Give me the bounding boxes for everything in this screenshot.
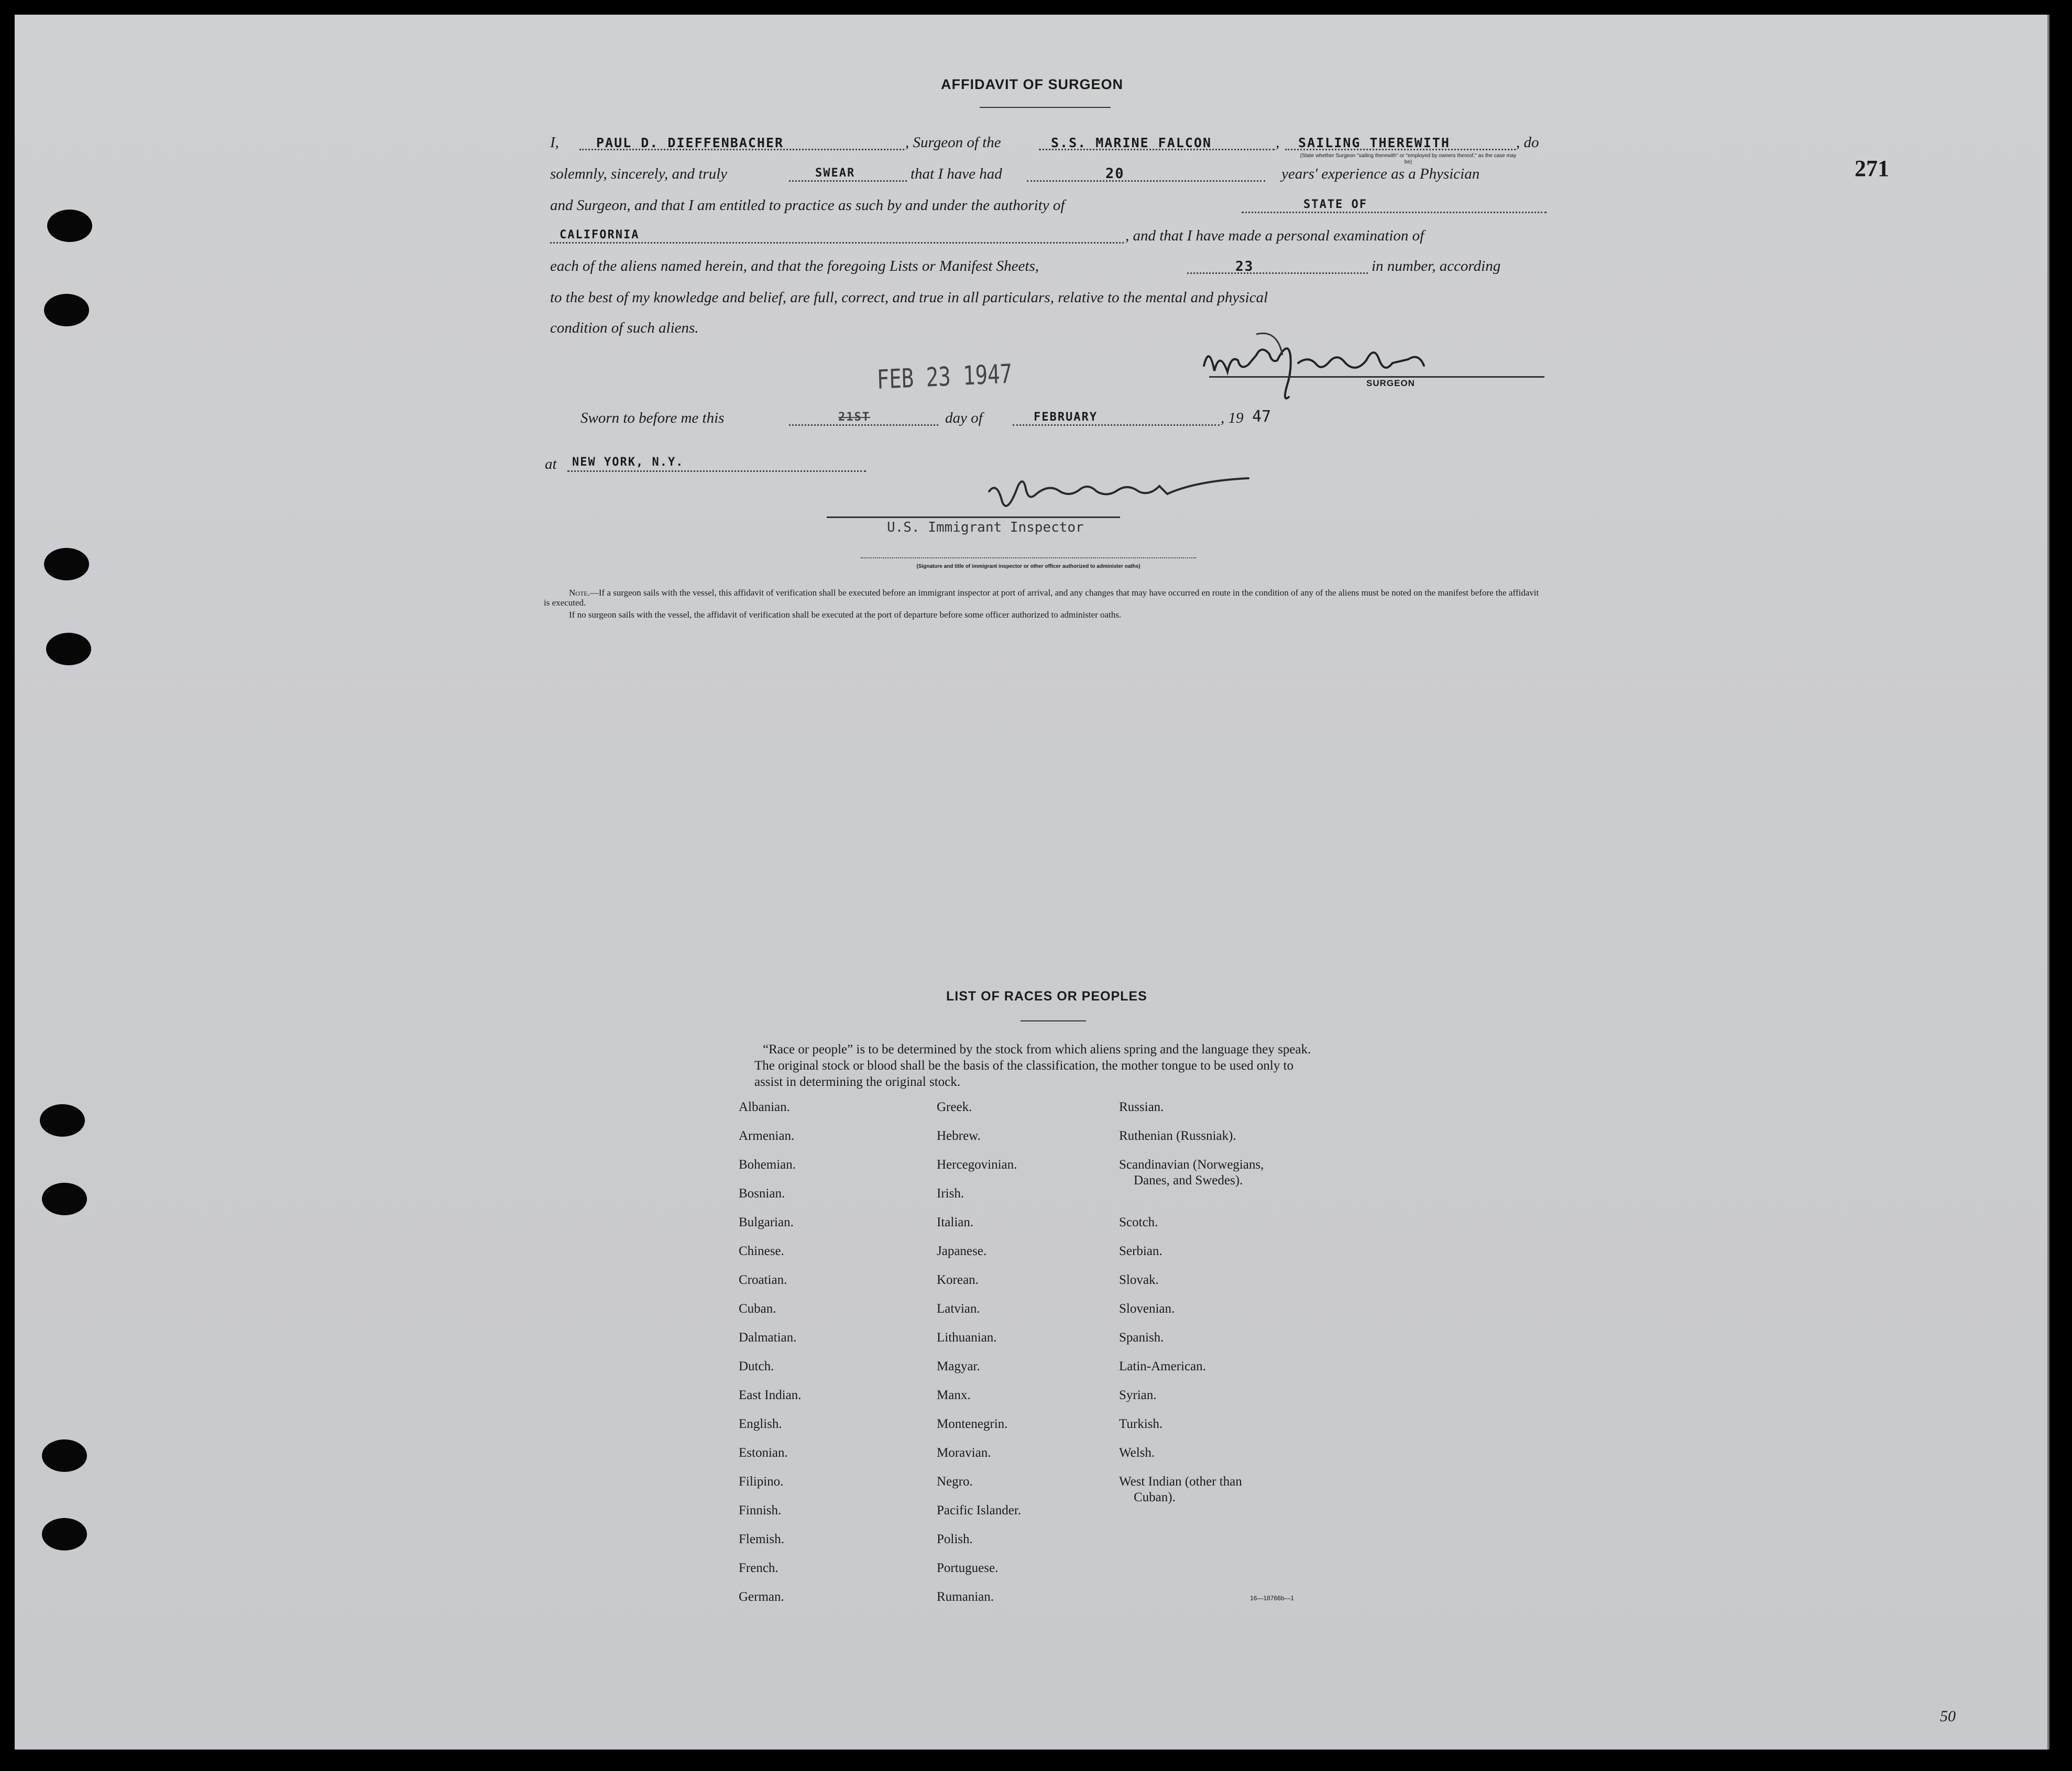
- race-item: Moravian.: [937, 1446, 991, 1460]
- form-code: 16—18766b—1: [1250, 1594, 1295, 1602]
- race-item: West Indian (other than: [1119, 1475, 1242, 1489]
- race-item: Armenian.: [739, 1129, 795, 1143]
- binder-hole: [42, 1518, 87, 1550]
- sheets-line: [1187, 272, 1368, 274]
- page-number: 271: [1855, 156, 1889, 181]
- race-item: Greek.: [937, 1100, 972, 1114]
- authority-value-2: CALIFORNIA: [560, 228, 640, 241]
- race-item: Estonian.: [739, 1446, 788, 1460]
- race-item: Bohemian.: [739, 1158, 796, 1172]
- binder-hole: [47, 210, 92, 242]
- race-item: Irish.: [937, 1186, 964, 1201]
- examination-text: , and that I have made a personal examination of: [1125, 227, 1424, 244]
- binder-hole: [42, 1183, 87, 1215]
- surgeon-label: SURGEON: [1366, 378, 1415, 388]
- status-note: (State whether Surgeon "sailing therewith" or "employed by owners thereof," as the case may be): [1300, 153, 1517, 165]
- signature-caption: (Signature and title of immigrant inspector or other officer authorized to administer oaths): [916, 564, 1141, 569]
- race-item: Serbian.: [1119, 1244, 1163, 1258]
- race-item: Syrian.: [1119, 1388, 1157, 1402]
- day-line: [789, 424, 938, 426]
- binder-hole: [44, 548, 89, 580]
- race-item: English.: [739, 1417, 782, 1431]
- affidavit-title: AFFIDAVIT OF SURGEON: [941, 76, 1123, 92]
- affidavit-line-6: to the best of my knowledge and belief, are full, correct, and true in all particulars, relative to the mental and physical: [550, 289, 1268, 306]
- race-item: Spanish.: [1119, 1330, 1164, 1345]
- corner-mark: 50: [1940, 1708, 1956, 1725]
- that-had-text: that I have had: [911, 166, 1002, 182]
- races-title-underline: [1021, 1020, 1086, 1021]
- place-value: NEW YORK, N.Y.: [572, 456, 684, 469]
- at-text: at: [545, 456, 557, 472]
- binder-hole: [46, 633, 91, 665]
- race-item: Cuban.: [739, 1302, 776, 1316]
- race-item: East Indian.: [739, 1388, 802, 1402]
- race-item: Danes, and Swedes).: [1134, 1173, 1243, 1187]
- authority-text: and Surgeon, and that I am entitled to practice as such by and under the authority of: [550, 197, 1065, 214]
- note-2: If no surgeon sails with the vessel, the affidavit of verification shall be executed at the port of departure before some officer authorized to administer oaths.: [569, 610, 1122, 620]
- races-intro: “Race or people” is to be determined by the stock from which aliens spring and the language they speak. The original stock or blood shall be the basis of the classification, the mother tongue to be used only to assist in determining the original stock.: [754, 1042, 1311, 1089]
- race-item: Korean.: [937, 1273, 979, 1287]
- authority-value-1: STATE OF: [1303, 198, 1367, 211]
- oath-line: [789, 180, 907, 182]
- day-of-text: day of: [945, 410, 983, 426]
- vessel-value: S.S. MARINE FALCON: [1051, 135, 1212, 150]
- race-item: Scandinavian (Norwegians,: [1119, 1158, 1264, 1172]
- race-item: Portuguese.: [937, 1561, 999, 1575]
- race-item: Dalmatian.: [739, 1330, 797, 1345]
- surgeon-signature-line: [1209, 376, 1544, 378]
- date-stamp: FEB 23 1947: [876, 358, 1013, 395]
- binder-hole: [40, 1104, 85, 1137]
- race-item: Montenegrin.: [937, 1417, 1008, 1431]
- race-item: Hebrew.: [937, 1129, 981, 1143]
- month-value: FEBRUARY: [1034, 411, 1098, 424]
- race-item: Ruthenian (Russniak).: [1119, 1129, 1236, 1143]
- oath-value: SWEAR: [815, 167, 856, 180]
- year-suffix-value: 47: [1252, 408, 1271, 426]
- month-line: [1013, 424, 1220, 426]
- race-item: Hercegovinian.: [937, 1158, 1017, 1172]
- manifest-text: each of the aliens named herein, and that the foregoing Lists or Manifest Sheets,: [550, 258, 1039, 274]
- race-item: Croatian.: [739, 1273, 787, 1287]
- surgeon-name-value: PAUL D. DIEFFENBACHER: [596, 135, 784, 150]
- surgeon-signature: [1199, 324, 1461, 413]
- i-text: I,: [550, 134, 559, 151]
- race-item: Scotch.: [1119, 1215, 1158, 1229]
- race-item: Flemish.: [739, 1532, 784, 1546]
- race-item: Cuban).: [1134, 1490, 1176, 1504]
- affidavit-line-1: [550, 134, 559, 151]
- race-item: Pacific Islander.: [937, 1503, 1022, 1517]
- years-line: [1027, 180, 1265, 182]
- race-item: Japanese.: [937, 1244, 987, 1258]
- day-value: 21ST: [838, 411, 870, 424]
- race-item: Manx.: [937, 1388, 971, 1402]
- place-line: [567, 470, 866, 472]
- title-underline: [980, 107, 1111, 108]
- race-item: Finnish.: [739, 1503, 782, 1517]
- years-value: 20: [1105, 166, 1125, 182]
- year-prefix-text: , 19: [1221, 410, 1244, 426]
- race-item: Welsh.: [1119, 1446, 1155, 1460]
- race-item: Turkish.: [1119, 1417, 1163, 1431]
- races-title: LIST OF RACES OR PEOPLES: [946, 989, 1147, 1004]
- inspector-signature: [986, 465, 1259, 523]
- race-item: Latin-American.: [1119, 1359, 1206, 1373]
- race-item: Lithuanian.: [937, 1330, 997, 1345]
- note-1: [544, 588, 1544, 608]
- sworn-text: Sworn to before me this: [580, 410, 725, 426]
- caption-line: [861, 557, 1196, 558]
- race-item: Slovenian.: [1119, 1302, 1175, 1316]
- inspector-label: U.S. Immigrant Inspector: [887, 520, 1084, 535]
- race-item: Polish.: [937, 1532, 973, 1546]
- race-item: Russian.: [1119, 1100, 1164, 1114]
- race-item: Albanian.: [739, 1100, 790, 1114]
- note-lead: Note.: [569, 588, 590, 598]
- do-text: , do: [1516, 134, 1539, 151]
- race-item: Filipino.: [739, 1475, 784, 1489]
- sheets-value: 23: [1235, 259, 1254, 274]
- race-item: Latvian.: [937, 1302, 980, 1316]
- race-item: Dutch.: [739, 1359, 774, 1373]
- authority-line-1: [1242, 212, 1547, 213]
- comma-text: ,: [1276, 134, 1280, 151]
- years-exp-text: years' experience as a Physician: [1281, 166, 1480, 182]
- race-item: German.: [739, 1590, 784, 1604]
- race-item: Bulgarian.: [739, 1215, 794, 1229]
- race-item: Italian.: [937, 1215, 974, 1229]
- note-1-text: —If a surgeon sails with the vessel, this affidavit of verification shall be executed before an immigrant inspector at port of arrival, and any changes that may have occurred en route in the condition of any of the aliens must be noted on the manifest before the affidavit is executed.: [544, 588, 1539, 608]
- binder-hole: [42, 1439, 87, 1472]
- race-item: Magyar.: [937, 1359, 980, 1373]
- race-item: French.: [739, 1561, 779, 1575]
- surgeon-of-the-text: , Surgeon of the: [905, 134, 1001, 151]
- affidavit-line-7: condition of such aliens.: [550, 320, 699, 336]
- document-page: [15, 15, 2049, 1750]
- binder-hole: [44, 294, 89, 326]
- race-item: Negro.: [937, 1475, 973, 1489]
- race-item: Chinese.: [739, 1244, 784, 1258]
- race-item: Bosnian.: [739, 1186, 785, 1201]
- authority-line-2: [550, 242, 1124, 244]
- solemnly-text: solemnly, sincerely, and truly: [550, 166, 728, 182]
- inspector-signature-line: [827, 516, 1120, 518]
- status-value: SAILING THEREWITH: [1298, 135, 1450, 150]
- in-number-text: in number, according: [1372, 258, 1501, 274]
- race-item: Rumanian.: [937, 1590, 994, 1604]
- race-item: Slovak.: [1119, 1273, 1159, 1287]
